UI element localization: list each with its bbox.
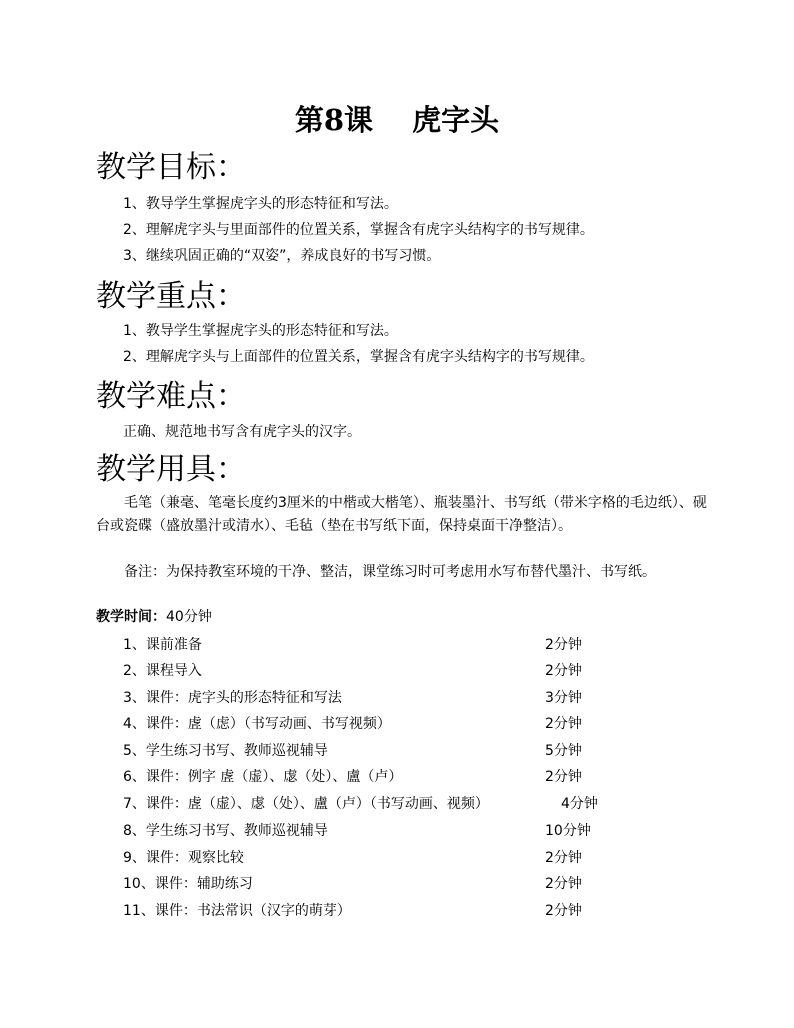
schedule-item: 7、课件：虗（虚）、虙（处）、盧（卢）（书写动画、视频） [123,796,489,812]
schedule-item: 4、课件：虗（虑）（书写动画、书写视频） [123,716,391,732]
tools-heading: 教学用具： [96,452,246,487]
schedule-item: 6、课件：例字 虗（虚）、虙（处）、盧（卢） [123,769,403,785]
lesson-title: 第8课 虎字头 [294,103,500,137]
schedule-row [123,874,623,894]
schedule-row [123,901,623,921]
schedule-item: 10、课件：辅助练习 [123,876,253,892]
schedule-row [123,821,623,841]
schedule-duration: 4分钟 [561,796,598,812]
schedule-item: 3、课件：虎字头的形态特征和写法 [123,690,342,706]
schedule-item: 5、学生练习书写、教师巡视辅导 [123,743,328,759]
schedule-duration: 5分钟 [545,743,582,759]
schedule-row [123,635,623,655]
tools-note: 备注：为保持教室环境的干净、整洁，课堂练习时可考虑用水写布替代墨汁、书写纸。 [124,564,656,580]
difficulties-heading: 教学难点： [96,379,246,414]
schedule-duration: 2分钟 [545,663,582,679]
schedule-row [123,767,623,787]
schedule-duration: 10分钟 [545,823,591,839]
schedule-row [123,688,623,708]
key-points-item: 1、教导学生掌握虎字头的形态特征和写法。 [123,323,398,339]
goals-item: 3、继续巩固正确的“双姿”，养成良好的书写习惯。 [123,248,441,264]
teaching-time-value: 40分钟 [166,609,212,625]
schedule-item: 11、课件：书法常识（汉字的萌芽） [123,903,351,919]
schedule-item: 8、学生练习书写、教师巡视辅导 [123,823,328,839]
schedule-row [123,794,623,814]
tools-text: 毛笔（兼毫、笔毫长度约3厘米的中楷或大楷笔）、瓶装墨汁、书写纸（带米字格的毛边纸）、砚台或瓷碟（盛放墨汁或清水）、毛毡（垫在书写纸下面，保持桌面干净整洁）。 [96,495,707,534]
teaching-time-label: 教学时间： [96,609,166,625]
key-points-item: 2、理解虎字头与上面部件的位置关系，掌握含有虎字头结构字的书写规律。 [123,349,594,365]
schedule-row [123,714,623,734]
goals-item: 1、教导学生掌握虎字头的形态特征和写法。 [123,196,398,212]
difficulties-text: 正确、规范地书写含有虎字头的汉字。 [123,424,361,440]
goals-item: 2、理解虎字头与里面部件的位置关系，掌握含有虎字头结构字的书写规律。 [123,222,594,238]
schedule-row [123,741,623,761]
schedule-duration: 2分钟 [545,637,582,653]
teaching-time [96,607,212,627]
schedule-duration: 2分钟 [545,716,582,732]
schedule-item: 9、课件：观察比较 [123,850,244,866]
schedule-duration: 2分钟 [545,850,582,866]
schedule-item: 1、课前准备 [123,637,202,653]
schedule-duration: 2分钟 [545,876,582,892]
schedule-item: 2、课程导入 [123,663,202,679]
schedule-duration: 3分钟 [545,690,582,706]
schedule-duration: 2分钟 [545,769,582,785]
schedule-row [123,661,623,681]
schedule-row [123,848,623,868]
key-points-heading: 教学重点： [96,279,246,314]
schedule-duration: 2分钟 [545,903,582,919]
goals-heading: 教学目标： [96,150,246,185]
